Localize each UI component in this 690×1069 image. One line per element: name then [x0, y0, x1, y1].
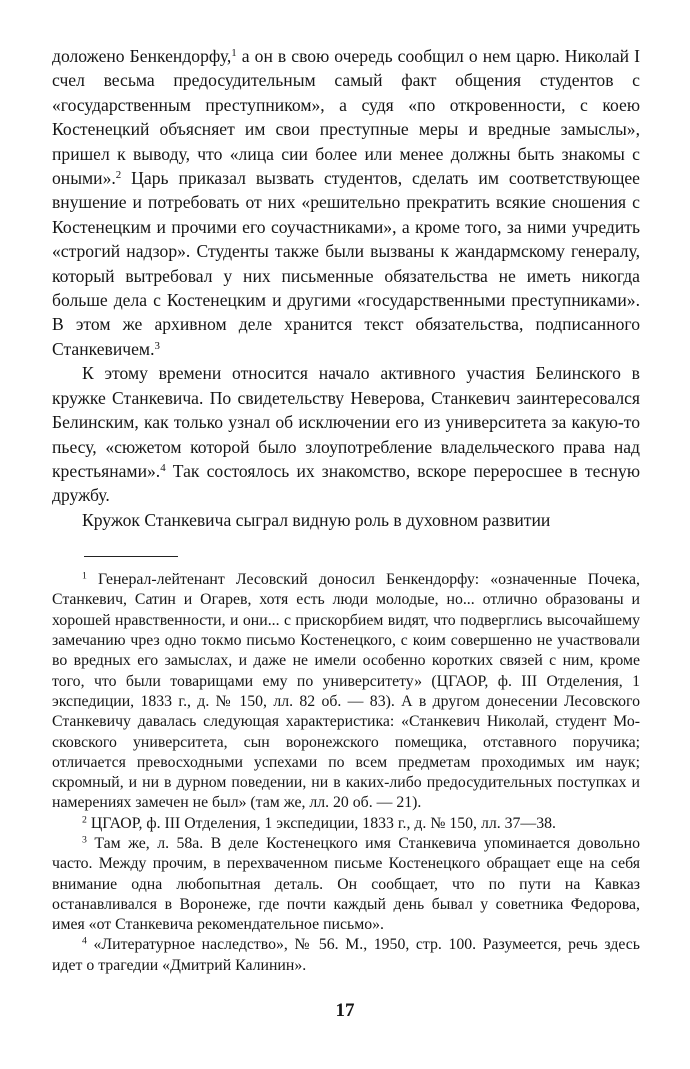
footnote-ref-4: 4	[160, 461, 166, 474]
footnote-number: 4	[82, 936, 87, 948]
footnote-ref-3: 3	[154, 339, 160, 352]
page-number: 17	[335, 1000, 355, 1021]
footnote-3: $^3$ Там же, л. 58а. В деле Костенецкого имя Станкевича упоминается довольно часто. Между прочим, в перехваченном письме Костенецкого обращает еще на себя внимание одна любопытная деталь. Он сообщает, что по пути на Кавказ останавливался в Воронеже, где почти каждый день бывал у советника Федорова, имея «от Станкевича рекомендательное письмо».	[52, 834, 640, 934]
paragraph-3: Кружок Станкевича сыграл видную роль в духовном развитии	[82, 509, 551, 530]
footnote-2: $^2$ ЦГАОР, ф. III Отделения, 1 экспедиции, 1833 г., д. № 150, лл. 37—38.	[82, 814, 556, 832]
footnote-4: $^4$ «Литературное наследство», № 56. М., 1950, стр. 100. Разумеется, речь здесь идет о трагедии «Дмитрий Калинин».	[52, 936, 640, 974]
footnote-1: $^1$ Генерал-лейтенант Лесовский доносил Бенкендорфу: «означенные Почека, Станкевич, Сатин и Огарев, хотя есть люди молодые, но... отлично образованы и хорошей нравственности, и они... с прискорбием видят, что подверглись высочайшему замечанию чрез одно токмо письмо Костенецкого, с коим совершенно не участвовали во вредных его замыслах, и даже не имели особенно коротких связей с ним, кроме того, что были товарищами ему по университету» (ЦГАОР, ф. III Отделения, 1 экспедиции, 1833 г., д. № 150, лл. 82 об. — 83). А в другом донесении Лесовского Станкевичу давалась следующая характеристика: «Станкевич Николай, студент Московского университета, сын воронежского помещика, отставного поручика; отличается превосходными успехами по всем предметам проходимых им наук; скромный, и ни в дурном поведении, ни в каких-либо предосудительных поступках и намерениях замечен не был» (там же, лл. 20 об. — 21).	[52, 570, 640, 812]
paragraph-2: К этому времени относится начало активного участия Белинского в кружке Станкевича. По свидетельству Неверова, Станкевич заинтересовался Белинским, как только узнал об исключении его из университета за какую-то пьесу, «сюжетом которой было злоупотребление владельческого права над крестьянами».$^4$ Так состоялось их знакомство, вскоре переросшее в тесную дружбу.	[52, 363, 640, 506]
footnotes	[52, 570, 640, 976]
book-page	[52, 44, 640, 976]
footnote-separator	[84, 556, 178, 557]
main-text	[52, 44, 640, 532]
footnote-ref-2: 2	[115, 169, 122, 182]
footnote-number: 1	[82, 570, 87, 582]
footnote-number: 2	[82, 814, 87, 826]
footnote-number: 3	[82, 834, 87, 846]
footnote-ref-1: 1	[231, 47, 237, 59]
paragraph-1: доложено Бенкендорфу,$^1$ а он в свою очередь сообщил о нем царю. Николай I счел весьма предосудительным самый факт общения студентов с «государственным преступником», а судя «по откровенности, с коею Костенецкий объясняет им свои преступные меры и вредные замыслы», пришел к выводу, что «лица сии более или менее должны быть знакомы с оными».$^2$ Царь приказал вызвать студентов, сделать им соответствующее внушение и потребовать от них «решительно прекратить всякие сношения с Костенецким и прочими его соучастниками», а кроме того, за ними учредить «строгий надзор». Студенты также были вызваны к жандармскому генералу, который вытребовал у них письменные обязательства не иметь никогда больше дела с Костенецким и другими «государственными преступниками». В этом же архивном деле хранится текст обязательства, подписанного Станкевичем.$^3$	[52, 46, 640, 359]
